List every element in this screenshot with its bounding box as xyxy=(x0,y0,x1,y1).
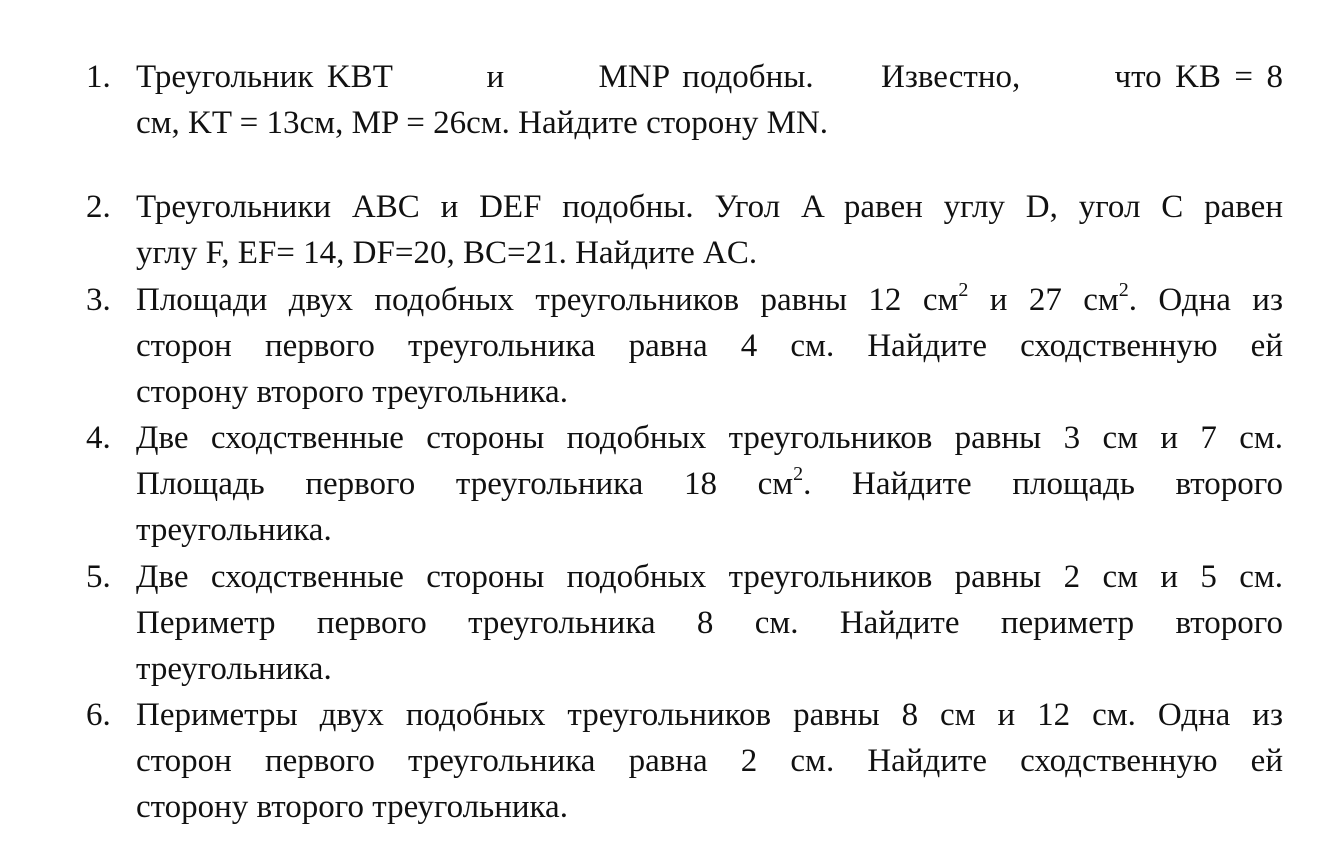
problem-text xyxy=(136,415,1283,553)
superscript: 2 xyxy=(1118,279,1129,301)
problem-line: Две сходственные стороны подобных треугольников равны 2 см и 5 см. xyxy=(136,559,1283,595)
problem-line: сторону второго треугольника. xyxy=(136,374,568,410)
problem-line: Периметр первого треугольника 8 см. Найдите периметр второго xyxy=(136,605,1283,641)
problem-text xyxy=(136,554,1283,692)
problem-number: 4. xyxy=(86,420,111,456)
problem-text xyxy=(136,54,1283,146)
text-segment: . Найдите площадь второго xyxy=(803,466,1283,502)
problem-number: 5. xyxy=(86,559,111,595)
problem-number: 3. xyxy=(86,282,111,318)
problem-line: см, KT = 13см, MP = 26см. Найдите сторону MN. xyxy=(136,105,829,141)
problem-line: сторон первого треугольника равна 4 см. Найдите сходственную ей xyxy=(136,328,1283,364)
problem-line: сторон первого треугольника равна 2 см. Найдите сходственную ей xyxy=(136,743,1283,779)
problem-line: треугольника. xyxy=(136,651,332,687)
problem-line: сторону второго треугольника. xyxy=(136,789,568,825)
text-segment: Площади двух подобных треугольников равны 12 см xyxy=(136,282,959,318)
problem-line xyxy=(136,461,1283,507)
problem-text xyxy=(136,692,1283,830)
problem-line: Периметры двух подобных треугольников равны 8 см и 12 см. Одна из xyxy=(136,697,1283,733)
problem-line: Треугольники ABC и DEF подобны. Угол A равен углу D, угол C равен xyxy=(136,189,1283,225)
problem-line: треугольника. xyxy=(136,512,332,548)
text-segment: . Одна из xyxy=(1128,282,1283,318)
text-segment: и 27 см xyxy=(968,282,1119,318)
superscript: 2 xyxy=(958,279,969,301)
problem-line: углу F, EF= 14, DF=20, BC=21. Найдите AC. xyxy=(136,235,758,271)
problem-number: 1. xyxy=(86,59,111,95)
problem-number: 2. xyxy=(86,189,111,225)
problem-text xyxy=(136,184,1283,276)
text-segment: Площадь первого треугольника 18 см xyxy=(136,466,794,502)
problem-line xyxy=(136,277,1283,323)
problem-line: Треугольник KBT и MNP подобны. Известно, что KB = 8 xyxy=(136,59,1283,95)
problem-line: Две сходственные стороны подобных треугольников равны 3 см и 7 см. xyxy=(136,420,1283,456)
problem-number: 6. xyxy=(86,697,111,733)
problem-text xyxy=(136,277,1283,415)
superscript: 2 xyxy=(793,463,804,485)
